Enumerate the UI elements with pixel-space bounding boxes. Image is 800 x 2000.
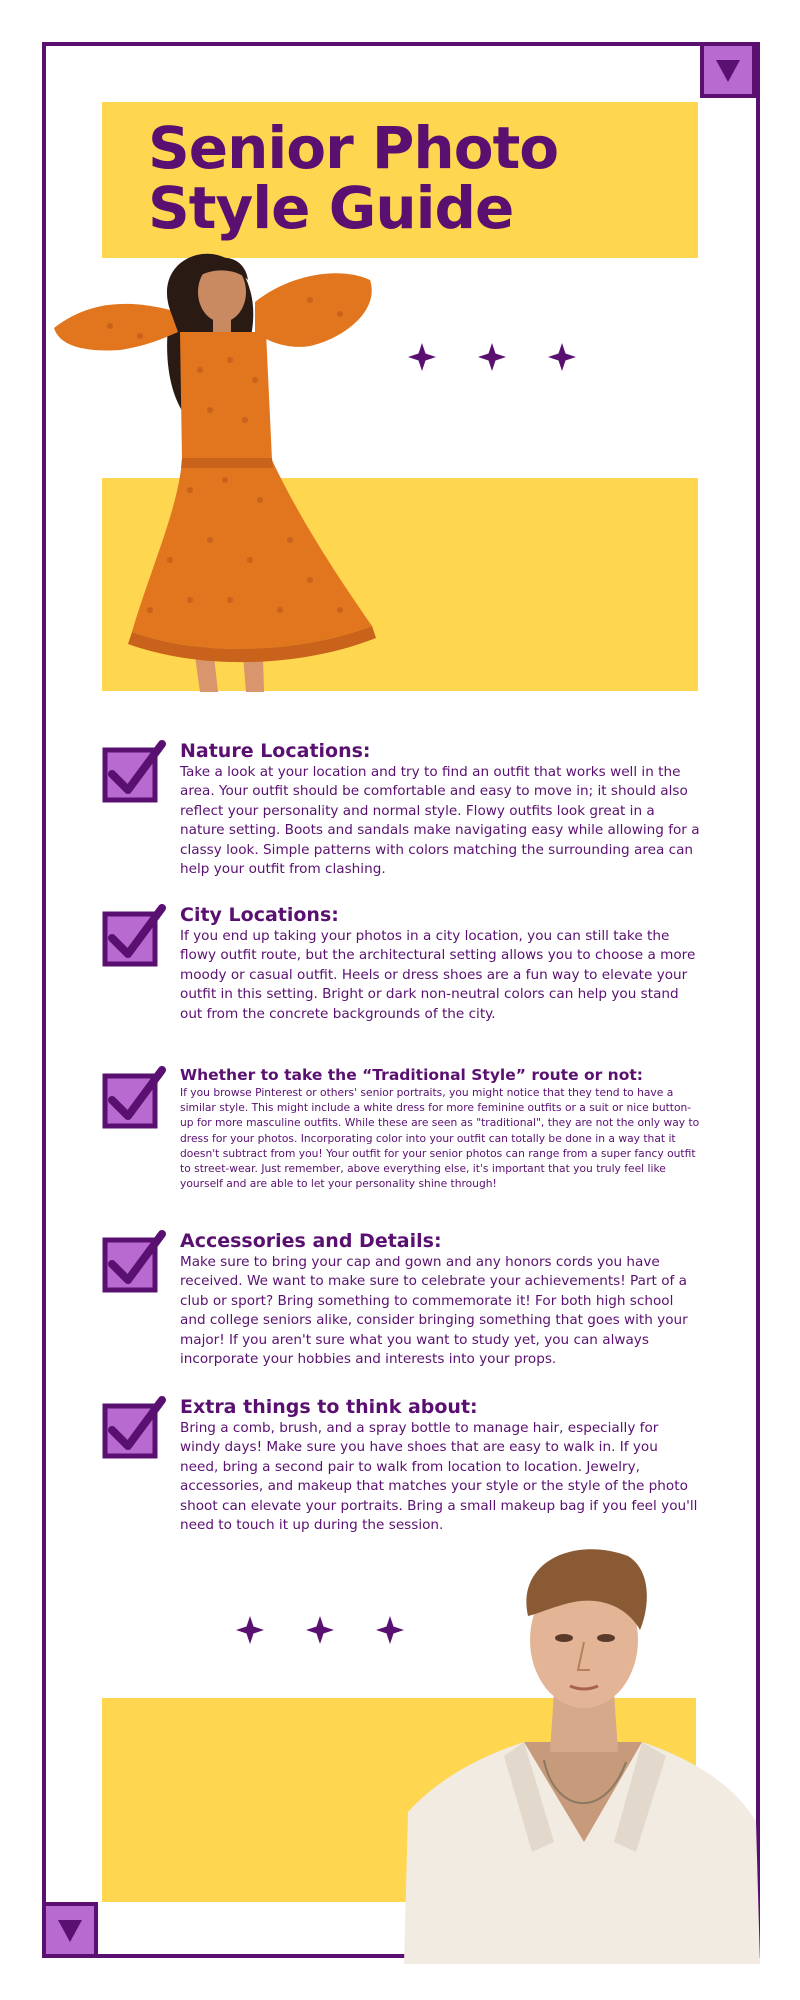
section-heading: Extra things to think about: (180, 1396, 478, 1418)
four-point-star-icon (408, 343, 436, 371)
woman-orange-dress-photo (50, 240, 410, 692)
checkbox-icon (102, 1066, 168, 1132)
section-body: If you browse Pinterest or others' senior portraits, you might notice that they tend to have a similar style. This might include a white dress for more feminine outfits or a suit or nice button-up for more masculine outfits. While these are seen as "traditional", they are not the only way to dress for your photos. Incorporating color into your outfit can totally be done in a way that it doesn't subtract from you! Your outfit for your senior photos can range from a super fancy outfit to street-wear. Just remember, above everything else, it's important that you truly feel like yourself and are able to let your personality shine through! (180, 1086, 700, 1191)
checkbox-icon (102, 1396, 168, 1462)
section-body: Take a look at your location and try to find an outfit that works well in the area. Your outfit should be comfortable and easy to move in; it should also reflect your personality and normal style. Flowy outfits look great in a nature setting. Boots and sandals make navigating easy while allowing for a classy look. Simple patterns with colors matching the surrounding area can help your outfit from clashing. (180, 764, 700, 878)
corner-marker-bottom (42, 1902, 98, 1958)
four-point-star-icon (376, 1616, 404, 1644)
four-point-star-icon (306, 1616, 334, 1644)
section-body: If you end up taking your photos in a city location, you can still take the flowy outfit route, but the architectural setting allows you to choose a more moody or casual outfit. Heels or dress shoes are a fun way to elevate your outfit in this setting. Bright or dark non-neutral colors can help you stand out from the concrete backgrounds of the city. (180, 928, 696, 1022)
section-heading: Accessories and Details: (180, 1230, 442, 1252)
checkbox-icon (102, 1230, 168, 1296)
man-white-shirt-photo (404, 1542, 762, 1964)
page-title (148, 114, 559, 242)
star-ornaments-bottom (236, 1616, 404, 1644)
section-heading: Nature Locations: (180, 740, 371, 762)
four-point-star-icon (548, 343, 576, 371)
checkbox-icon (102, 904, 168, 970)
section-body: Make sure to bring your cap and gown and any honors cords you have received. We want to make sure to celebrate your achievements! Part of a club or sport? Bring something to commemorate it! For both high school and college seniors alike, consider bringing something that goes with your major! If you aren't sure what you want to study yet, you can always incorporate your hobbies and interests into your props. (180, 1254, 688, 1368)
section-heading: City Locations: (180, 904, 339, 926)
triangle-down-icon (56, 1918, 84, 1944)
four-point-star-icon (478, 343, 506, 371)
title-line-1: Senior Photo (148, 114, 559, 182)
triangle-down-icon (714, 58, 742, 84)
title-line-2: Style Guide (148, 174, 514, 242)
checkbox-icon (102, 740, 168, 806)
section-body: Bring a comb, brush, and a spray bottle to manage hair, especially for windy days! Make sure you have shoes that are easy to walk in. If you need, bring a second pair to walk from location to location. Jewelry, accessories, and makeup that matches your style or the style of the photo shoot can elevate your portraits. Bring a small makeup bag if you feel you'll need to touch it up during the session. (180, 1420, 698, 1534)
corner-marker-top (700, 42, 756, 98)
four-point-star-icon (236, 1616, 264, 1644)
star-ornaments-top (408, 343, 576, 371)
section-heading: Whether to take the “Traditional Style” route or not: (180, 1066, 643, 1084)
